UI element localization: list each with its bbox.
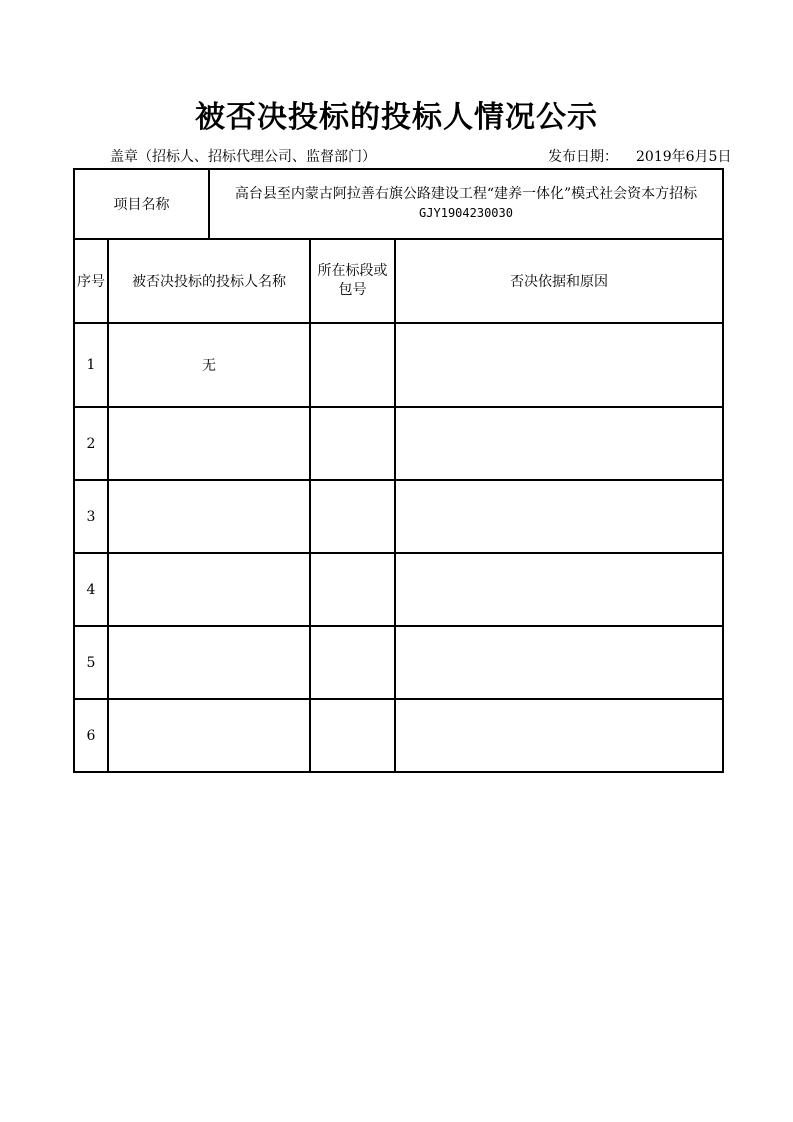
rejected-bidders-table — [73, 168, 724, 773]
row-seq: 2 — [74, 407, 108, 480]
project-code: GJY1904230030 — [419, 206, 513, 220]
row-reason — [395, 480, 723, 553]
page-title: 被否决投标的投标人情况公示 — [195, 100, 598, 135]
row-reason — [395, 323, 723, 407]
row-bidder — [108, 699, 310, 772]
row-seq: 4 — [74, 553, 108, 626]
table-row — [74, 323, 723, 407]
row-bidder — [108, 480, 310, 553]
publish-date-label: 发布日期： — [548, 149, 618, 165]
row-reason — [395, 407, 723, 480]
row-seq: 5 — [74, 626, 108, 699]
row-bidder — [108, 626, 310, 699]
header-row — [74, 239, 723, 323]
row-section — [310, 699, 395, 772]
project-name: 高台县至内蒙古阿拉善右旗公路建设工程“建养一体化”模式社会资本方招标 — [234, 186, 698, 202]
row-section — [310, 407, 395, 480]
row-seq: 6 — [74, 699, 108, 772]
stamp-label: 盖章（招标人、招标代理公司、监督部门） — [110, 149, 376, 165]
table-row — [74, 699, 723, 772]
table-row — [74, 480, 723, 553]
table-row — [74, 407, 723, 480]
header-seq: 序号 — [74, 239, 108, 323]
row-reason — [395, 626, 723, 699]
row-bidder — [108, 407, 310, 480]
row-seq: 1 — [74, 323, 108, 407]
row-section — [310, 553, 395, 626]
row-seq: 3 — [74, 480, 108, 553]
table-row — [74, 553, 723, 626]
row-reason — [395, 553, 723, 626]
table-row — [74, 626, 723, 699]
header-reason: 否决依据和原因 — [395, 239, 723, 323]
project-name-cell — [209, 169, 723, 239]
row-bidder — [108, 553, 310, 626]
row-section — [310, 626, 395, 699]
project-label: 项目名称 — [74, 169, 209, 239]
publish-date: 2019年6月5日 — [636, 149, 732, 165]
row-section — [310, 480, 395, 553]
publish-info — [548, 146, 731, 166]
project-row — [74, 169, 723, 239]
row-bidder: 无 — [108, 323, 310, 407]
row-reason — [395, 699, 723, 772]
header-bidder: 被否决投标的投标人名称 — [108, 239, 310, 323]
header-section: 所在标段或包号 — [310, 239, 395, 323]
row-section — [310, 323, 395, 407]
